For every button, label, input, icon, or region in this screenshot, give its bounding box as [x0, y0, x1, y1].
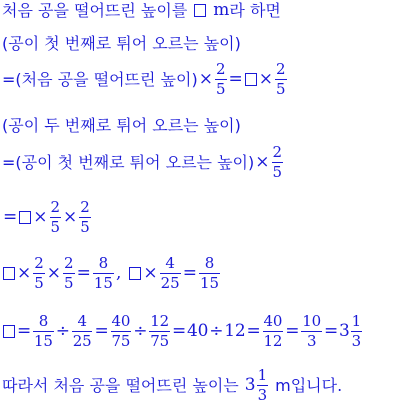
line-5 [2, 145, 284, 180]
divide-sign: ÷ [133, 321, 148, 342]
fraction-denominator: 5 [64, 274, 74, 293]
fraction-numerator: 2 [64, 254, 74, 272]
line-2 [2, 36, 241, 52]
line-7 [2, 256, 221, 291]
times-sign: × [63, 207, 78, 228]
fraction-numerator: 8 [204, 254, 215, 272]
fraction [93, 256, 114, 291]
line-1 [2, 2, 281, 19]
fraction-denominator: 15 [34, 332, 53, 351]
blank-box [3, 325, 15, 338]
line-8 [2, 314, 363, 349]
fraction-numerator: 2 [80, 198, 90, 216]
fraction [275, 62, 287, 97]
fraction-numerator: 10 [302, 312, 321, 330]
equals-sign: = [171, 321, 186, 342]
times-sign: × [198, 69, 213, 90]
fraction-denominator: 5 [276, 80, 286, 99]
blank-box [129, 267, 141, 280]
equals-sign: = [182, 263, 197, 284]
line-2-text: (공이 첫 번째로 튀어 오르는 높이) [2, 34, 241, 53]
blank-box [19, 211, 31, 224]
mixed-number [339, 314, 363, 349]
fraction [301, 314, 322, 349]
fraction [72, 314, 93, 349]
fraction-denominator: 3 [351, 332, 361, 351]
fraction-numerator: 2 [272, 143, 283, 161]
fraction-numerator: 2 [34, 254, 44, 272]
fraction [111, 314, 132, 349]
fraction-numerator: 8 [98, 254, 109, 272]
line-6 [2, 200, 92, 235]
line-9-text-a: 따라서 처음 공을 떨어뜨린 높이는 [2, 375, 239, 395]
times-sign: × [258, 69, 274, 90]
fraction-denominator: 12 [263, 332, 283, 351]
expression-operand: 40 [186, 321, 209, 342]
divide-sign: ÷ [209, 321, 224, 342]
equals-sign: = [17, 321, 32, 342]
blank-box [194, 4, 206, 17]
fraction-denominator: 5 [272, 163, 283, 182]
expression-operand: 12 [224, 321, 246, 342]
line-9 [2, 368, 342, 403]
comma: , [115, 263, 122, 284]
line-9-text-b: m입니다. [275, 375, 343, 395]
mixed-number-whole: 3 [244, 375, 256, 396]
times-sign: × [17, 263, 32, 284]
fraction-denominator: 25 [160, 274, 180, 293]
mixed-number-whole: 3 [339, 321, 350, 342]
fraction [199, 256, 220, 291]
fraction [160, 256, 181, 291]
fraction [351, 314, 362, 349]
fraction-denominator: 5 [34, 274, 44, 293]
fraction [79, 200, 91, 235]
fraction-numerator: 1 [351, 312, 361, 330]
fraction-numerator: 2 [276, 60, 286, 78]
fraction [33, 256, 45, 291]
fraction-numerator: 2 [50, 198, 61, 216]
fraction-denominator: 5 [50, 218, 61, 237]
equals-sign: = [228, 69, 243, 90]
fraction-numerator: 8 [38, 312, 49, 330]
fraction [272, 145, 284, 180]
equals-sign: = [76, 263, 91, 284]
fraction [63, 256, 75, 291]
fraction [257, 368, 269, 403]
fraction [215, 62, 227, 97]
fraction-denominator: 5 [215, 80, 226, 99]
fraction-numerator: 40 [263, 312, 283, 330]
fraction-numerator: 12 [150, 312, 169, 330]
fraction-denominator: 3 [306, 332, 317, 351]
line-3-prefix: =(처음 공을 떨어뜨린 높이) [2, 69, 198, 89]
fraction [263, 314, 284, 349]
equals-sign: = [285, 321, 300, 342]
times-sign: × [143, 263, 158, 284]
fraction-denominator: 75 [111, 332, 131, 351]
fraction-denominator: 3 [257, 386, 268, 405]
divide-sign: ÷ [55, 321, 70, 342]
fraction [50, 200, 62, 235]
fraction-denominator: 75 [150, 332, 169, 351]
times-sign: × [46, 263, 62, 284]
line-1-text-a: 처음 공을 떨어뜨린 높이를 [2, 0, 188, 20]
fraction [149, 314, 170, 349]
blank-box [245, 73, 257, 86]
fraction-numerator: 4 [165, 254, 175, 272]
line-1-text-b: 라 하면 [229, 0, 281, 20]
line-3 [2, 62, 288, 97]
times-sign: × [33, 207, 48, 228]
equals-sign: = [246, 321, 261, 342]
line-4-text: (공이 두 번째로 튀어 오르는 높이) [2, 116, 241, 135]
fraction-denominator: 15 [199, 274, 220, 293]
fraction-numerator: 2 [215, 60, 226, 78]
equals-sign: = [94, 321, 109, 342]
fraction-denominator: 15 [93, 274, 113, 293]
fraction [33, 314, 54, 349]
fraction-numerator: 40 [111, 312, 131, 330]
fraction-numerator: 1 [257, 366, 268, 384]
fraction-denominator: 25 [72, 332, 92, 351]
fraction-numerator: 4 [77, 312, 87, 330]
unit-m: m [213, 0, 230, 20]
equals-sign: = [3, 207, 18, 228]
fraction-denominator: 5 [80, 218, 90, 237]
blank-box [3, 267, 15, 280]
line-4 [2, 118, 241, 134]
mixed-number [245, 368, 269, 403]
line-5-prefix: =(공이 첫 번째로 튀어 오르는 높이) [2, 152, 255, 172]
times-sign: × [255, 152, 270, 173]
equals-sign: = [323, 321, 339, 342]
